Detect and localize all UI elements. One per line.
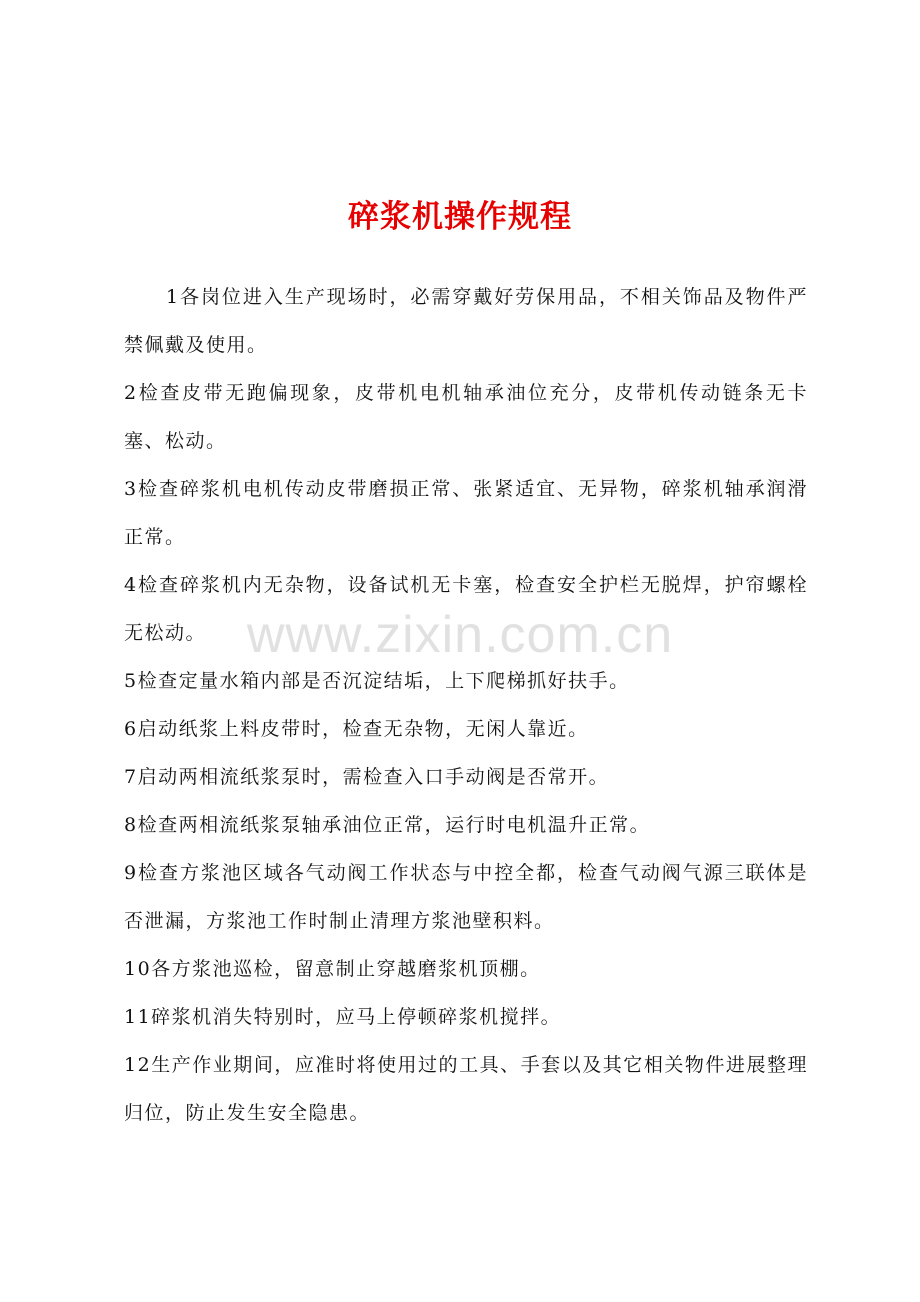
paragraph-7: 7启动两相流纸浆泵时，需检查入口手动阀是否常开。 — [124, 766, 610, 788]
paragraph-10: 10各方浆池巡检，留意制止穿越磨浆机顶棚。 — [124, 958, 541, 980]
paragraph-3: 3检查碎浆机电机传动皮带磨损正常、张紧适宜、无异物，碎浆机轴承润滑正常。 — [124, 478, 808, 548]
site-watermark: www.zixin.com.cn — [246, 606, 674, 664]
document-title: 碎浆机操作规程 — [348, 199, 572, 235]
paragraph-2: 2检查皮带无跑偏现象，皮带机电机轴承油位充分，皮带机传动链条无卡塞、松动。 — [124, 382, 808, 452]
paragraph-5: 5检查定量水箱内部是否沉淀结垢，上下爬梯抓好扶手。 — [124, 670, 630, 692]
document-body — [124, 273, 808, 1137]
paragraph-9: 9检查方浆池区域各气动阀工作状态与中控全都，检查气动阀气源三联体是否泄漏，方浆池工作时制止清理方浆池壁积料。 — [124, 862, 808, 932]
paragraph-1: 1各岗位进入生产现场时，必需穿戴好劳保用品，不相关饰品及物件严禁佩戴及使用。 — [124, 286, 808, 356]
paragraph-6: 6启动纸浆上料皮带时，检查无杂物，无闲人靠近。 — [124, 718, 589, 740]
paragraph-11: 11碎浆机消失特别时，应马上停顿碎浆机搅拌。 — [124, 1006, 562, 1028]
paragraph-8: 8检查两相流纸浆泵轴承油位正常，运行时电机温升正常。 — [124, 814, 651, 836]
paragraph-4: 4检查碎浆机内无杂物，设备试机无卡塞，检查安全护栏无脱焊，护帘螺栓无松动。 — [124, 574, 808, 644]
paragraph-12: 12生产作业期间，应准时将使用过的工具、手套以及其它相关物件进展整理归位，防止发生安全隐患。 — [124, 1054, 808, 1124]
